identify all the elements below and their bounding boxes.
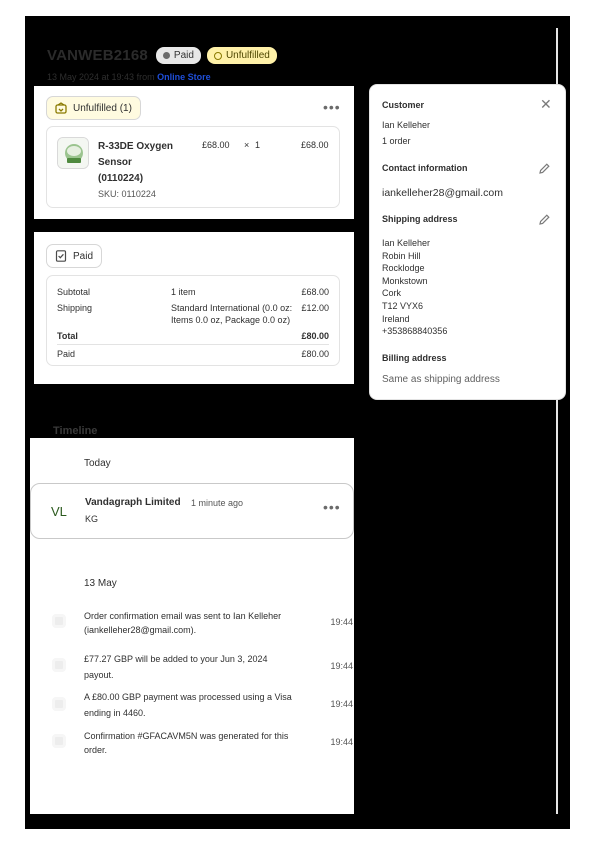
address-line: Ian Kelleher [382,238,431,248]
status-ring-icon [214,52,222,60]
subtotal-label: Subtotal [57,287,91,297]
fulfillment-badge-label: Unfulfilled [225,50,270,61]
timeline-event-icon [52,614,66,628]
address-line: Robin Hill [382,250,421,261]
shipping-detail-line2: Items 0.0 oz, Package 0.0 oz) [171,315,291,325]
package-icon [55,102,67,114]
event-text-line2: ending in 4460. [84,708,146,718]
timeline-heading: Timeline [53,425,98,437]
edit-shipping-pencil-icon[interactable] [538,213,551,226]
address-line: Ireland [382,313,410,324]
paid-status-chip [46,244,102,268]
divider [57,344,329,345]
timeline-event-icon [52,697,66,711]
timeline-event [84,729,302,757]
product-thumbnail[interactable] [57,137,89,169]
payment-summary [46,275,340,366]
status-dot-icon [163,52,170,59]
paid-label: Paid [57,349,76,359]
oxygen-sensor-image [58,138,89,169]
edit-contact-pencil-icon[interactable] [538,162,551,175]
unfulfilled-status-label: Unfulfilled (1) [73,102,132,114]
address-line: Cork [382,288,402,299]
event-text-line2: payout. [84,670,114,680]
paid-badge-label: Paid [173,50,194,61]
shipping-detail [171,302,292,326]
line-item [46,126,340,208]
contact-heading: Contact information [382,163,468,173]
shipping-address [382,237,447,338]
total-label: Total [57,331,78,341]
billing-heading: Billing address [382,353,447,363]
billing-address-text: Same as shipping address [382,374,500,385]
order-date-line [47,72,211,82]
event-text-line1: Confirmation #GFACAVM5N was generated for this [84,731,289,741]
author-avatar: VL [51,504,67,519]
event-time: 19:44 [330,617,353,627]
shipping-label: Shipping [57,303,93,313]
close-icon[interactable]: ✕ [540,96,552,112]
event-time: 19:44 [330,661,353,671]
subtotal-amount: £68.00 [301,287,329,297]
event-text-line1: Order confirmation email was sent to Ian Kelleher [84,611,282,621]
product-title-line1: R-33DE Oxygen [98,141,174,152]
shipping-detail-line1: Standard International (0.0 oz: [171,303,293,313]
date-divider-label: 13 May [84,578,117,589]
comment-text: KG [85,514,99,524]
today-label: Today [84,458,111,469]
timeline-event [84,651,302,683]
timeline-event-icon [52,734,66,748]
order-date: 13 May 2024 at 19:43 from [47,72,158,82]
paid-status-label: Paid [73,250,94,262]
quantity: 1 [255,140,261,150]
event-time: 19:44 [330,737,353,747]
event-time: 19:44 [330,699,353,709]
event-text-line2: (iankelleher28@gmail.com). [84,625,197,635]
customer-sidebar [369,84,566,400]
fulfillment-status-badge [207,47,277,64]
product-title-line2: Sensor [98,157,132,168]
payment-card [34,232,354,384]
order-id: VANWEB2168 [47,47,148,64]
address-line: T12 VYX6 [382,300,424,311]
address-line: Monkstown [382,275,428,286]
address-line: +353868840356 [382,326,448,337]
timeline-event [84,689,302,721]
shipping-amount: £12.00 [301,303,329,313]
customer-name-link[interactable]: Ian Kelleher [382,120,431,130]
event-text-line1: £77.27 GBP will be added to your Jun 3, 2024 [84,654,268,664]
contact-email[interactable]: iankelleher28@gmail.com [382,187,503,199]
product-sku: SKU: 0110224 [98,189,156,199]
sales-channel-link[interactable]: Online Store [157,72,211,82]
receipt-check-icon [55,250,67,262]
comment-card [30,483,354,539]
unfulfilled-status-chip [46,96,141,120]
comment-author: Vandagraph Limited [85,497,181,508]
address-line: Rocklodge [382,263,425,274]
total-amount: £80.00 [301,331,329,341]
event-text-line2: order. [84,745,108,755]
order-header [47,47,277,64]
event-text-line1: A £80.00 GBP payment was processed using a Visa [84,692,292,702]
fulfillment-card [34,86,354,219]
shipping-heading: Shipping address [382,214,458,224]
line-total: £68.00 [301,140,329,150]
quantity-multiplier: × [244,140,250,150]
timeline-event [84,609,302,637]
product-title[interactable] [98,139,173,187]
comment-more-actions-icon[interactable]: ••• [323,499,341,515]
timeline-event-icon [52,658,66,672]
subtotal-detail: 1 item [171,287,196,297]
unit-price: £68.00 [202,140,230,150]
customer-order-count[interactable]: 1 order [382,136,411,146]
paid-status-badge [156,47,201,64]
customer-heading: Customer [382,100,425,110]
product-title-line3: (0110224) [98,173,144,184]
fulfillment-more-actions-icon[interactable]: ••• [323,99,341,115]
paid-amount: £80.00 [301,349,329,359]
comment-time: 1 minute ago [191,498,244,508]
